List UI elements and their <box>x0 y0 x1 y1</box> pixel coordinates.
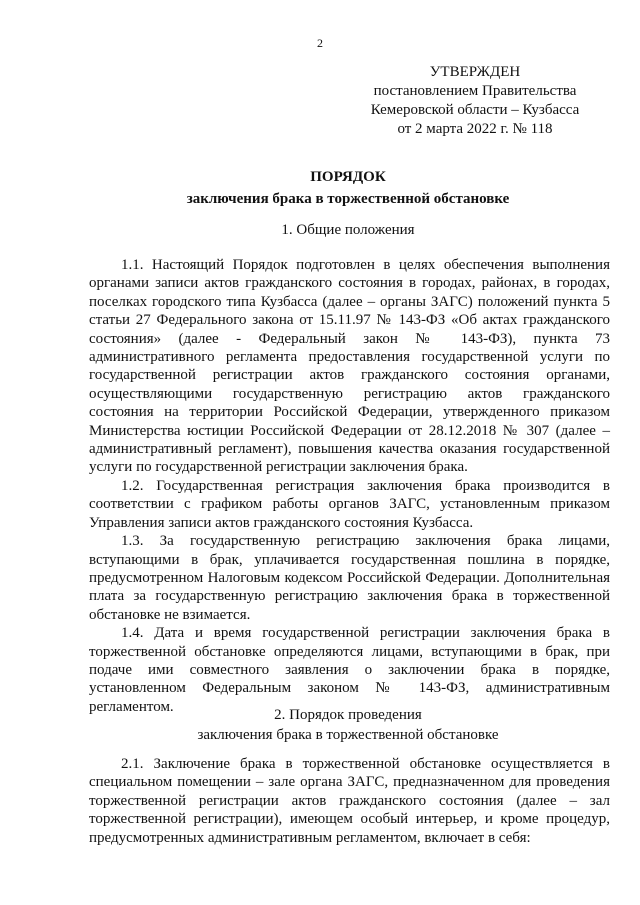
document-title <box>86 166 610 210</box>
section-1-heading <box>86 220 610 240</box>
section-2-heading <box>86 705 610 745</box>
section-1-title: 1. Общие положения <box>281 222 415 238</box>
section-2-title-line1: 2. Порядок проведения <box>274 707 422 723</box>
section-2-title-line2: заключения брака в торжественной обстановке <box>197 727 499 743</box>
paragraph-1-2: 1.2. Государственная регистрация заключения брака производится в соответствии с графиком работы органов ЗАГС, установленным приказом Управления записи актов гражданского состояния Кузбасса. <box>89 477 610 531</box>
paragraph-2-1: 2.1. Заключение брака в торжественной обстановке осуществляется в специальном помещении – зале органа ЗАГС, предназначенном для проведения торжественной регистрации актов гражданского состояния (далее – зал торжественной регистрации), имеющем особый интерьер, и кроме процедур, предусмотренных административным регламентом, включает в себя: <box>89 756 610 846</box>
title-main: ПОРЯДОК <box>310 169 386 185</box>
page-number: 2 <box>317 36 323 50</box>
paragraph-1-3: 1.3. За государственную регистрацию заключения брака лицами, вступающими в брак, уплачивается государственная пошлина в порядке, предусмотренном Налоговым кодексом Российской Федерации. Дополнительная плата за государственную регистрацию заключения брака в торжественной обстановке не взимается. <box>89 533 610 623</box>
paragraph-1-1: 1.1. Настоящий Порядок подготовлен в целях обеспечения выполнения органами записи актов гражданского состояния в городах, районах, в городах, поселках городского типа Кузбасса (далее – органы ЗАГС) положений пункта 5 статьи 27 Федерального закона от 15.11.97 № 143-ФЗ «Об актах гражданского состояния» (далее - Федеральный закон № 143-ФЗ), пункта 73 административного регламента предоставления государственной услуги по государственной регистрации актов гражданского состояния органами, осуществляющими государственную регистрацию актов гражданского состояния на территории Российской Федерации, утвержденного приказом Министерства юстиции Российской Федерации от 28.12.2018 № 307 (далее – административный регламент), повышения качества оказания государственной услуги по государственной регистрации заключения брака. <box>89 257 610 476</box>
paragraph-1-4: 1.4. Дата и время государственной регистрации заключения брака в торжественной обстановке определяются лицами, вступающими в брак, при подаче ими совместного заявления о заключении брака в порядке, установленном Федеральным законом № 143-ФЗ, административным регламентом. <box>89 625 610 715</box>
approval-line-resolution: постановлением Правительства <box>373 83 577 99</box>
section-1-body <box>89 256 610 716</box>
approval-line-date: от 2 марта 2022 г. № 118 <box>397 121 553 137</box>
title-subtitle: заключения брака в торжественной обстановке <box>186 191 510 207</box>
approval-line-region: Кемеровской области – Кузбасса <box>370 102 580 118</box>
approval-line-approved: УТВЕРЖДЕН <box>429 64 521 80</box>
section-2-body <box>89 755 610 847</box>
approval-stamp-block <box>340 63 610 139</box>
